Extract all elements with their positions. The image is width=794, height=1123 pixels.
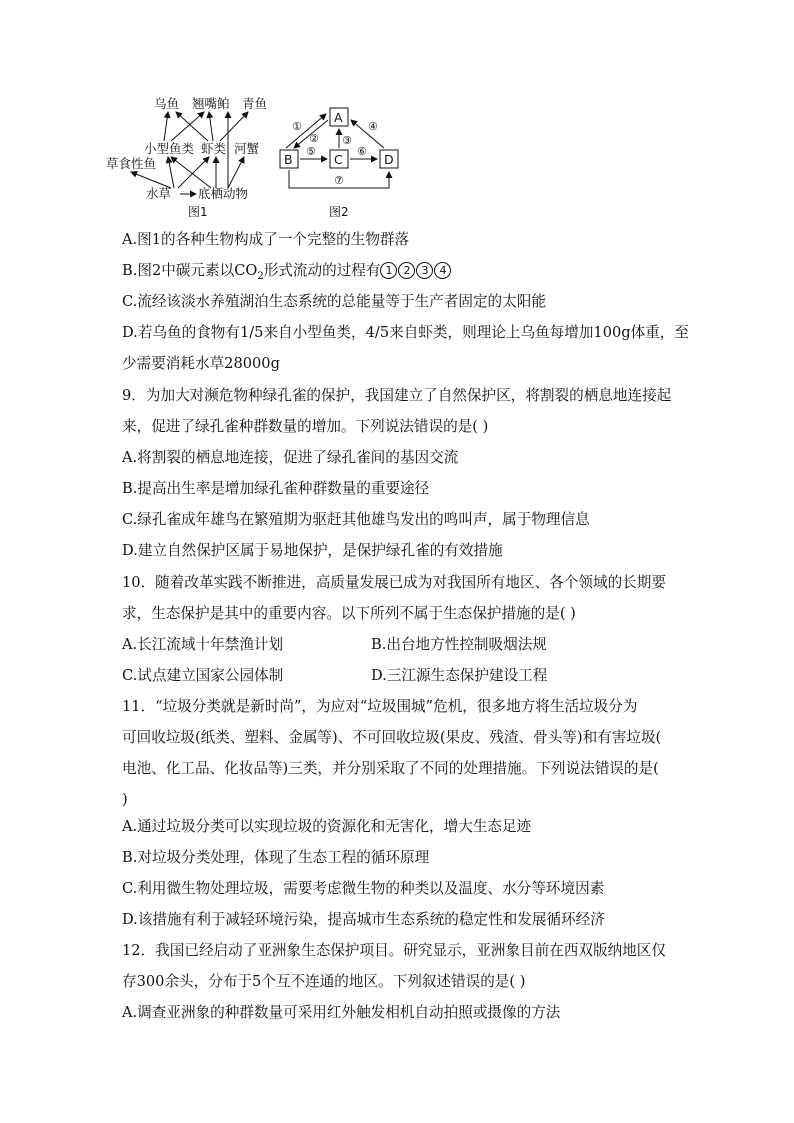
q9-option-c: C.绿孔雀成年雄鸟在繁殖期为驱赶其他雄鸟发出的鸣叫声，属于物理信息 (122, 511, 590, 528)
q8-option-b (122, 261, 452, 287)
circled-number: 1 (380, 262, 397, 279)
node-qingyu: 青鱼 (242, 96, 268, 111)
circled-number: 2 (398, 262, 415, 279)
q10-option-a: A.长江流域十年禁渔计划 (122, 636, 284, 653)
q12-stem-line1: 12．我国已经启动了亚洲象生态保护项目。研究显示，亚洲象目前在西双版纳地区仅 (122, 942, 666, 959)
node-xiaoxingyulei: 小型鱼类 (144, 141, 195, 156)
q8-option-b-pre: B.图2中碳元素以CO (122, 262, 258, 279)
q11-stem-line4: ) (122, 791, 128, 808)
node-caoshixingyu: 草食性鱼 (106, 156, 157, 171)
food-web-and-carbon-cycle-figures (106, 92, 416, 222)
q12-stem-line2: 存300余头，分布于5个互不连通的地区。下列叙述错误的是( ) (122, 973, 526, 990)
arrow-3: ③ (342, 134, 352, 147)
q8-option-c: C.流经该淡水养殖湖泊生态系统的总能量等于生产者固定的太阳能 (122, 293, 546, 310)
figure2-caption: 图2 (329, 205, 349, 219)
arrow-6: ⑥ (357, 145, 367, 158)
box-c-label: C (334, 152, 343, 167)
arrow-1: ① (292, 120, 302, 133)
q11-option-b: B.对垃圾分类处理，体现了生态工程的循环原理 (122, 849, 430, 866)
q11-stem-line3: 电池、化工品、化妆品等)三类，并分别采取了不同的处理措施。下列说法错误的是( (122, 760, 659, 777)
q8-option-b-post: 形式流动的过程有 (263, 262, 381, 279)
q10-option-b: B.出台地方性控制吸烟法规 (371, 636, 547, 653)
q11-option-d: D.该措施有利于减轻环境污染，提高城市生态系统的稳定性和发展循环经济 (122, 911, 605, 928)
node-diqidongwu: 底栖动物 (198, 186, 249, 201)
figure1-caption: 图1 (188, 205, 208, 219)
node-xialei: 虾类 (201, 141, 227, 156)
node-wuyu: 乌鱼 (154, 96, 180, 111)
q9-option-d: D.建立自然保护区属于易地保护，是保护绿孔雀的有效措施 (122, 542, 503, 559)
arrow-7: ⑦ (334, 174, 344, 187)
q9-option-a: A.将割裂的栖息地连接，促进了绿孔雀间的基因交流 (122, 449, 459, 466)
q11-option-a: A.通过垃圾分类可以实现垃圾的资源化和无害化，增大生态足迹 (122, 818, 532, 835)
arrow-4: ④ (368, 120, 378, 133)
q9-stem-line1: 9．为加大对濒危物种绿孔雀的保护，我国建立了自然保护区，将割裂的栖息地连接起 (122, 387, 672, 404)
q10-option-c: C.试点建立国家公园体制 (122, 667, 284, 684)
circled-number: 3 (416, 262, 433, 279)
arrow-2: ② (309, 132, 319, 145)
q11-stem-line2: 可回收垃圾(纸类、塑料、金属等)、不可回收垃圾(果皮、残渣、骨头等)和有害垃圾( (122, 729, 662, 746)
q10-stem-line2: 求，生态保护是其中的重要内容。以下所列不属于生态保护措施的是( ) (122, 605, 576, 622)
box-d-label: D (384, 152, 394, 167)
q11-option-c: C.利用微生物处理垃圾，需要考虑微生物的种类以及温度、水分等环境因素 (122, 880, 605, 897)
q8-option-a: A.图1的各种生物构成了一个完整的生物群落 (122, 231, 410, 248)
node-shuicao: 水草 (146, 186, 172, 201)
q11-stem-line1: 11．“垃圾分类就是新时尚”，为应对“垃圾围城”危机，很多地方将生活垃圾分为 (122, 698, 638, 715)
q8-option-b-sub: 2 (257, 270, 264, 282)
q9-stem-line2: 来，促进了绿孔雀种群数量的增加。下列说法错误的是( ) (122, 418, 489, 435)
node-hexie: 河蟹 (234, 141, 260, 156)
box-a-label: A (334, 110, 343, 125)
q8-option-d-line2: 少需要消耗水草28000g (122, 355, 280, 372)
q10-stem-line1: 10．随着改革实践不断推进，高质量发展已成为对我国所有地区、各个领域的长期要 (122, 574, 666, 591)
circled-number: 4 (434, 262, 451, 279)
box-b-label: B (284, 152, 293, 167)
q12-option-a: A.调查亚洲象的种群数量可采用红外触发相机自动拍照或摄像的方法 (122, 1004, 561, 1021)
node-tuanzuiyou: 翘嘴鲌 (192, 96, 230, 111)
figures (106, 92, 416, 222)
q8-option-d-line1: D.若乌鱼的食物有1/5来自小型鱼类，4/5来自虾类，则理论上乌鱼每增加100g体重，至 (122, 324, 689, 341)
q9-option-b: B.提高出生率是增加绿孔雀种群数量的重要途径 (122, 480, 430, 497)
q10-option-d: D.三江源生态保护建设工程 (371, 667, 548, 684)
arrow-5: ⑤ (306, 145, 316, 158)
